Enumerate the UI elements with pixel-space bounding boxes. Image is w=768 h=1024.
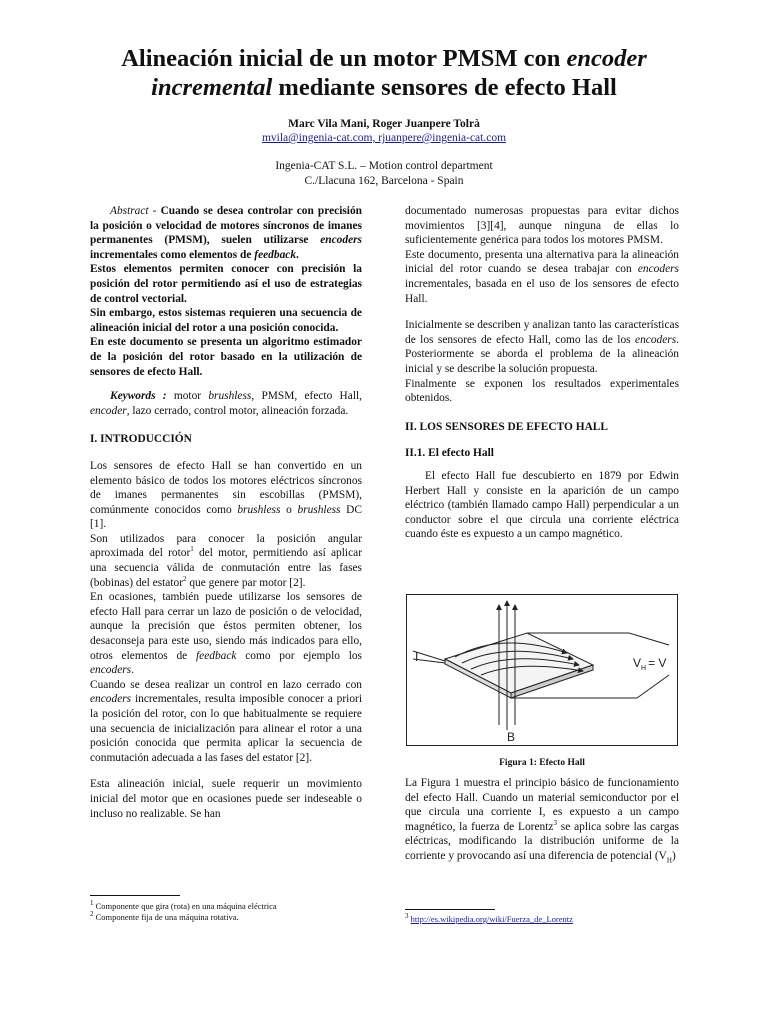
keywords-text: , lazo cerrado, control motor, alineación forzada.	[126, 404, 349, 417]
intro-paragraph	[90, 532, 362, 590]
footnotes-right	[405, 914, 679, 925]
body-text: incrementales, basada en el uso de los sensores de efecto Hall.	[405, 277, 679, 305]
body-text: La Figura 1 muestra el principio básico de funcionamiento del efecto Hall. Cuando un material semiconductor por el que circula una corriente I, es expuesto a un campo magnético, la fuerza de Lorentz	[405, 777, 679, 833]
footnote-marker: 2	[183, 574, 187, 583]
footnote-number: 2	[90, 910, 94, 919]
body-paragraph: Finalmente se exponen los resultados experimentales obtenidos.	[405, 377, 679, 405]
abstract-paragraph: Sin embargo, estos sistemas requieren una secuencia de alineación inicial del rotor a una posición conocida.	[90, 307, 362, 334]
keywords-italic: encoder	[90, 404, 127, 417]
body-text: que genere par motor [2].	[186, 576, 306, 589]
abstract-paragraph: En este documento se presenta un algoritmo estimador de la posición del rotor basado en la utilización de sensores de efecto Hall.	[90, 336, 362, 378]
abstract-paragraph: Estos elementos permiten conocer con precisión la posición del rotor permitiendo así el uso de estrategias de control vectorial.	[90, 263, 362, 305]
left-column	[90, 204, 362, 821]
figure-caption: Figura 1: Efecto Hall	[499, 758, 585, 768]
body-italic: brushless	[297, 503, 341, 516]
author-emails-link[interactable]: mvila@ingenia-cat.com, rjuanpere@ingenia-cat.com	[261, 132, 507, 144]
hall-voltage-symbol: V	[633, 656, 642, 670]
section-heading: I. INTRODUCCIÓN	[90, 433, 192, 446]
body-text: se aplica sobre las cargas eléctricas, modificando la distribución uniforme de la corriente y provocando así una diferencia de potencial (V	[405, 820, 679, 862]
footnote-marker: 1	[190, 545, 194, 554]
section-heading: II. LOS SENSORES DE EFECTO HALL	[405, 420, 608, 433]
body-text: . Posteriormente se aborda el problema de la alineación inicial y se describe la solución propuesta.	[405, 333, 679, 375]
intro-paragraph	[90, 459, 362, 532]
affiliation-line: C./Llacuna 162, Barcelona - Spain	[304, 175, 464, 187]
affiliation	[60, 159, 708, 189]
title-italic: incremental	[151, 74, 273, 101]
body-italic: encoders	[90, 693, 132, 706]
abstract-text: Cuando se desea controlar con precisión la posición o velocidad de motores síncronos de imanes permanentes (PMSM), suelen utilizarse	[90, 205, 362, 247]
body-italic: brushless	[237, 503, 281, 516]
field-label: B	[507, 730, 516, 744]
body-paragraph	[405, 248, 679, 306]
body-paragraph: documentado numerosas propuestas para evitar dichos movimientos [3][4], aunque ninguna de ellas lo suficientemente genérica para todos los motores PMSM.	[405, 205, 679, 247]
title-text: mediante sensores de efecto Hall	[272, 74, 617, 101]
wikipedia-link[interactable]: http://es.wikipedia.org/wiki/Fuerza_de_Lorentz	[410, 914, 573, 924]
intro-paragraph	[90, 678, 362, 766]
hall-voltage-subscript: H	[641, 665, 647, 672]
body-italic: encoders	[90, 664, 132, 677]
body-text: )	[671, 849, 676, 862]
body-text: En ocasiones, también puede utilizarse los sensores de efecto Hall para cerrar un lazo de posición o de velocidad, aunque la precisión que éstos permiten obtener, los desaconseja para este uso, siendo más indicados para ello, otros elementos de	[90, 591, 362, 662]
footnote	[90, 912, 390, 923]
current-label: I	[415, 650, 419, 664]
right-column	[405, 204, 679, 542]
keywords-text: , PMSM, efecto Hall,	[251, 390, 362, 403]
intro-paragraph	[90, 590, 362, 678]
body-text: Cuando se desea realizar un control en lazo cerrado con	[90, 678, 362, 691]
body-italic: encoders	[637, 263, 679, 276]
footnote-number: 3	[405, 912, 409, 921]
abstract-label: Abstract -	[110, 205, 157, 217]
body-text: Son utilizados para conocer la posición angular aproximada del rotor	[90, 532, 362, 560]
title-italic: encoder	[566, 45, 647, 72]
body-text: o	[280, 503, 298, 516]
keywords-italic: brushless	[208, 390, 252, 403]
paper-title	[60, 44, 708, 102]
body-text: incrementales, resulta imposible conocer a priori la posición del rotor, con lo que habitualmente se requiere una secuencia de inicialización para alinear el rotor a una posición conocida que permita aplicar la secuencia de conmutación adecuada a las fases del estator [2].	[90, 693, 362, 764]
keywords	[90, 389, 362, 418]
body-text: .	[131, 664, 134, 677]
title-text: Alineación inicial de un motor PMSM con	[121, 45, 567, 72]
subscript: H	[666, 856, 672, 865]
hall-voltage-label	[633, 656, 666, 672]
hall-voltage-equals: = V	[648, 656, 667, 670]
voltage-wire	[629, 633, 669, 645]
footnote-marker: 3	[553, 818, 557, 827]
abstract-text: incrementales como elementos de	[90, 248, 255, 261]
keywords-label: Keywords :	[110, 390, 167, 403]
hall-effect-diagram	[407, 595, 677, 745]
keywords-text: motor	[166, 390, 209, 403]
abstract-text: .	[296, 248, 299, 261]
hall-effect-figure	[406, 594, 678, 746]
footnote-text: Componente que gira (rota) en una máquina eléctrica	[93, 901, 277, 911]
body-paragraph	[405, 776, 679, 864]
subsection-heading: II.1. El efecto Hall	[405, 447, 494, 460]
right-column-bottom	[405, 776, 679, 864]
footnote-number: 1	[90, 899, 94, 908]
body-text: del motor, permitiendo así aplicar una secuencia válida de conmutación entre las fases (bobinas) del estator	[90, 547, 362, 589]
abstract-italic: encoders	[320, 234, 362, 247]
body-text: Inicialmente se describen y analizan tanto las características de los sensores de efecto Hall, como las de los	[405, 319, 679, 346]
footnotes-left	[90, 901, 390, 923]
body-paragraph	[405, 318, 679, 376]
intro-paragraph: Esta alineación inicial, suele requerir un movimiento inicial del motor que en ocasiones puede ser indeseable o incluso no realizable. Se han	[90, 778, 362, 820]
footnote-text: Componente fija de una máquina rotativa.	[93, 912, 239, 922]
footnote-divider	[90, 895, 180, 896]
body-text: como por ejemplo los	[236, 649, 362, 662]
body-text: Los sensores de efecto Hall se han convertido en un elemento básico de todos los motores eléctricos síncronos de imanes permanentes sin escobillas (PMSM), comúnmente conocidos como	[90, 459, 362, 516]
footnote-divider	[405, 909, 495, 910]
abstract-italic: feedback	[254, 248, 297, 261]
abstract-paragraph	[90, 204, 362, 262]
body-text: Este documento, presenta una alternativa para la alineación inicial del rotor cuando se desea trabajar con	[405, 248, 679, 276]
body-italic: encoders	[635, 333, 677, 346]
footnote	[90, 901, 390, 912]
body-text: DC [1].	[90, 503, 362, 531]
author-list: Marc Vila Mani, Roger Juanpere Tolrà	[288, 118, 480, 130]
affiliation-line: Ingenia-CAT S.L. – Motion control department	[275, 160, 493, 172]
body-italic: feedback	[196, 649, 237, 662]
voltage-wire	[637, 675, 669, 698]
body-paragraph: El efecto Hall fue descubierto en 1879 por Edwin Herbert Hall y consiste en la aparición de un campo eléctrico (también llamado campo Hall) perpendicular a un conductor sobre el que circula una corriente eléctrica cuando éste es expuesto a un campo magnético.	[405, 469, 679, 541]
